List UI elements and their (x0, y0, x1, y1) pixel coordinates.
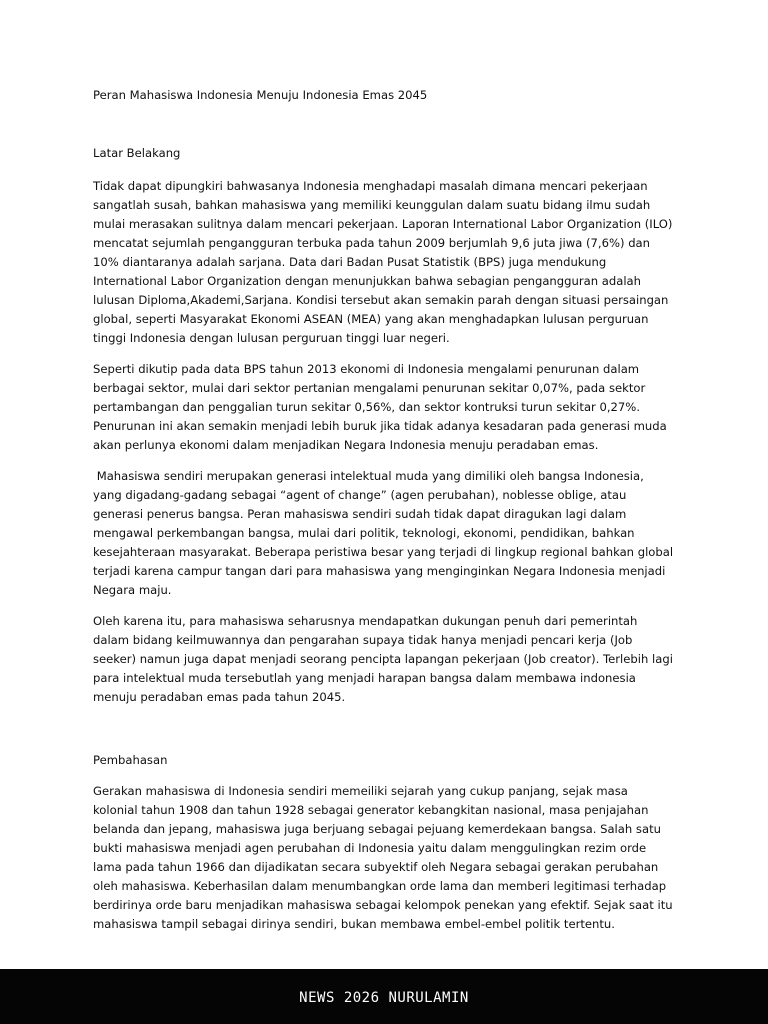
paragraph: Oleh karena itu, para mahasiswa seharusnya mendapatkan dukungan penuh dari pemerintah dalam bidang keilmuwannya dan pengarahan supaya tidak hanya menjadi pencari kerja (Job seeker) namun juga dapat menjadi seorang pencipta lapangan pekerjaan (Job creator). Terlebih lagi para intelektual muda tersebutlah yang menjadi harapan bangsa dalam membawa indonesia menuju peradaban emas pada tahun 2045. (93, 614, 673, 704)
document-title: Peran Mahasiswa Indonesia Menuju Indonesia Emas 2045 (93, 88, 428, 102)
paragraph: Tidak dapat dipungkiri bahwasanya Indonesia menghadapi masalah dimana mencari pekerjaan sangatlah susah, bahkan mahasiswa yang memiliki keunggulan dalam suatu bidang ilmu sudah mulai merasakan sulitnya dalam mencari pekerjaan. Laporan International Labor Organization (ILO) mencatat sejumlah pengangguran terbuka pada tahun 2009 berjumlah 9,6 juta jiwa (7,6%) dan 10% diantaranya adalah sarjana. Data dari Badan Pusat Statistik (BPS) juga mendukung International Labor Organization dengan menunjukkan bahwa sebagian pengangguran adalah lulusan Diploma,Akademi,Sarjana. Kondisi tersebut akan semakin parah dengan situasi persaingan global, seperti Masyarakat Ekonomi ASEAN (MEA) yang akan menghadapkan lulusan perguruan tinggi Indonesia dengan lulusan perguruan tinggi luar negeri. (93, 179, 673, 345)
paragraph: Mahasiswa sendiri merupakan generasi intelektual muda yang dimiliki oleh bangsa Indonesia, yang digadang-gadang sebagai “agent of change” (agen perubahan), noblesse oblige, atau generasi penerus bangsa. Peran mahasiswa sendiri sudah tidak dapat diragukan lagi dalam mengawal perkembangan bangsa, mulai dari politik, teknologi, ekonomi, pendidikan, bahkan kesejahteraan masyarakat. Beberapa peristiwa besar yang terjadi di lingkup regional bahkan global terjadi karena campur tangan dari para mahasiswa yang menginginkan Negara Indonesia menjadi Negara maju. (93, 469, 677, 597)
footer-watermark-text: NEWS 2026 NURULAMIN (299, 989, 469, 1006)
section-heading-latar-belakang: Latar Belakang (93, 146, 181, 160)
paragraph: Gerakan mahasiswa di Indonesia sendiri memeiliki sejarah yang cukup panjang, sejak masa kolonial tahun 1908 dan tahun 1928 sebagai generator kebangkitan nasional, masa penjajahan belanda dan jepang, mahasiswa juga berjuang sebagai pejuang kemerdekaan bangsa. Salah satu bukti mahasiswa menjadi agen perubahan di Indonesia yaitu dalam menggulingkan rezim orde lama pada tahun 1966 dan dijadikatan secara subyektif oleh Negara sebagai gerakan perubahan oleh mahasiswa. Keberhasilan dalam menumbangkan orde lama dan memberi legitimasi terhadap berdirinya orde baru menjadikan mahasiswa sebagai kelompok penekan yang efektif. Sejak saat itu mahasiswa tampil sebagai dirinya sendiri, bukan membawa embel-embel politik tertentu. (93, 784, 673, 931)
section-heading-pembahasan: Pembahasan (93, 753, 168, 767)
document-body (93, 86, 675, 934)
footer-banner (0, 969, 768, 1024)
paragraph: Seperti dikutip pada data BPS tahun 2013 ekonomi di Indonesia mengalami penurunan dalam berbagai sektor, mulai dari sektor pertanian mengalami penurunan sekitar 0,07%, pada sektor pertambangan dan penggalian turun sekitar 0,56%, dan sektor kontruksi turun sekitar 0,27%. Penurunan ini akan semakin menjadi lebih buruk jika tidak adanya kesadaran pada generasi muda akan perlunya ekonomi dalam menjadikan Negara Indonesia menuju peradaban emas. (93, 362, 667, 452)
